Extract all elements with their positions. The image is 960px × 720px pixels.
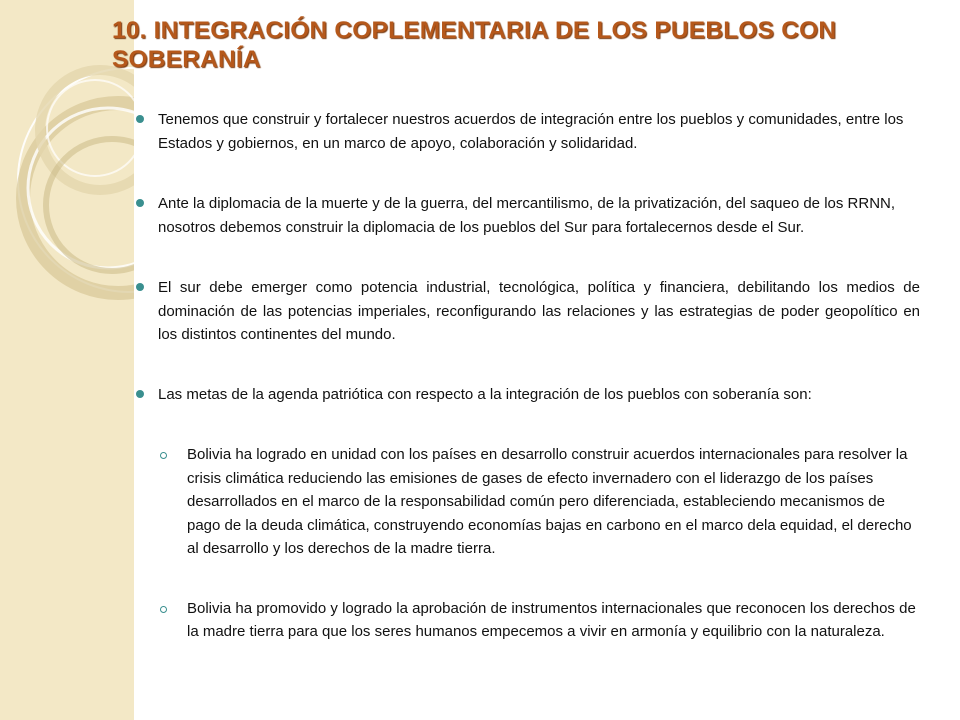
bullet-text: Ante la diplomacia de la muerte y de la guerra, del mercantilismo, de la privatización, del saqueo de los RRNN, nosotros debemos construir la diplomacia de los pueblos del Sur para fortalecernos desde el Sur. bbox=[158, 195, 896, 236]
bullet-item bbox=[132, 192, 920, 239]
bullet-item bbox=[132, 108, 920, 155]
bullet-text: El sur debe emerger como potencia industrial, tecnológica, política y financiera, debilitando los medios de dominación de las potencias imperiales, reconfigurando las relaciones y las estrategias de poder geopolítico en los distintos continentes del mundo. bbox=[158, 279, 920, 343]
bullet-item bbox=[132, 276, 920, 347]
bullet-item bbox=[132, 383, 920, 407]
bullet-text: Las metas de la agenda patriótica con respecto a la integración de los pueblos con soberanía son: bbox=[158, 385, 812, 403]
bullet-text: Tenemos que construir y fortalecer nuestros acuerdos de integración entre los pueblos y comunidades, entre los Estados y gobiernos, en un marco de apoyo, colaboración y solidaridad. bbox=[158, 111, 904, 152]
bullet-ring-icon bbox=[160, 606, 167, 613]
sub-bullet-text: Bolivia ha logrado en unidad con los países en desarrollo construir acuerdos internacionales para resolver la crisis climática reduciendo las emisiones de gases de efecto invernadero con el liderazgo de los países desarrollados en el marco de la responsabilidad común pero diferenciada, estableciendo mecanismos de pago de la deuda climática, construyendo economías bajas en carbono en el marco dela equidad, el derecho al desarrollo y los derechos de la madre tierra. bbox=[187, 446, 912, 557]
bullet-ring-icon bbox=[160, 452, 167, 459]
bullet-list bbox=[132, 108, 920, 644]
sub-bullet-item bbox=[132, 597, 920, 644]
bullet-dot-icon bbox=[136, 115, 144, 123]
sub-bullet-text: Bolivia ha promovido y logrado la aprobación de instrumentos internacionales que reconocen los derechos de la madre tierra para que los seres humanos empecemos a vivir en armonía y equilibrio con la naturaleza. bbox=[187, 599, 916, 640]
sub-bullet-item bbox=[132, 443, 920, 561]
bullet-dot-icon bbox=[136, 199, 144, 207]
decorative-sidebar bbox=[0, 0, 134, 720]
bullet-dot-icon bbox=[136, 390, 144, 398]
slide-title: 10. INTEGRACIÓN COPLEMENTARIA DE LOS PUEBLOS CON SOBERANÍA bbox=[112, 17, 837, 73]
bullet-dot-icon bbox=[136, 283, 144, 291]
